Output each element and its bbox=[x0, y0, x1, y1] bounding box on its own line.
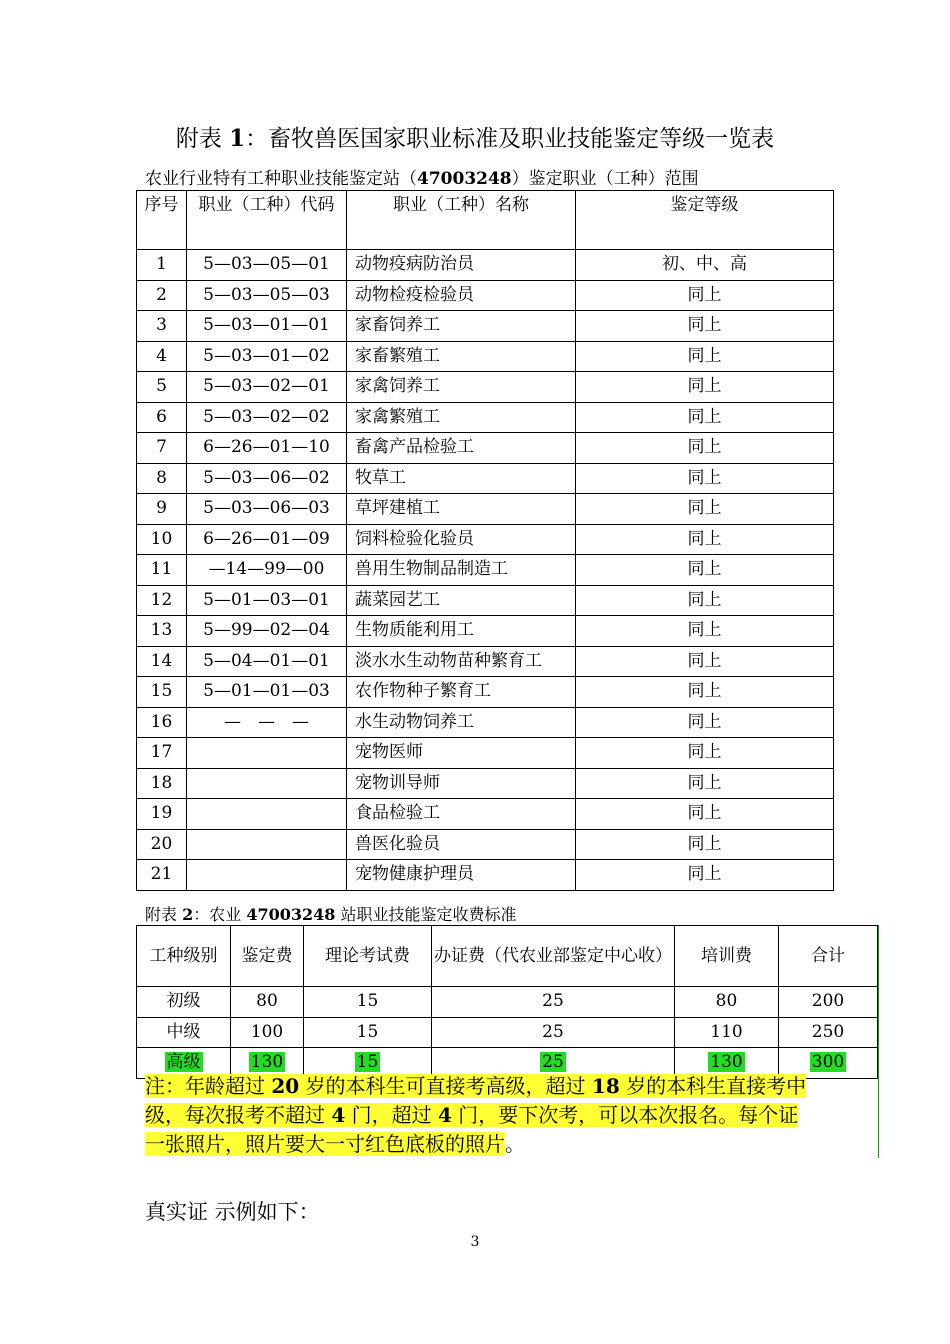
table-cell: 草坪建植工 bbox=[347, 494, 576, 525]
highlighted-value: 130 bbox=[250, 1052, 284, 1072]
table-cell: 11 bbox=[137, 555, 187, 586]
table-cell: 同上 bbox=[576, 524, 834, 555]
table-cell: 5 bbox=[137, 372, 187, 403]
table-cell: 15 bbox=[304, 1017, 432, 1048]
table-cell: 5—03—02—02 bbox=[187, 402, 347, 433]
table-cell: 19 bbox=[137, 799, 187, 830]
table-cell: 食品检验工 bbox=[347, 799, 576, 830]
table-row bbox=[137, 768, 834, 799]
highlighted-value: 25 bbox=[542, 1052, 564, 1072]
table-cell: 5—99—02—04 bbox=[187, 616, 347, 647]
table1-subtitle: 农业行业特有工种职业技能鉴定站（47003248）鉴定职业（工种）范围 bbox=[145, 169, 699, 189]
table-cell: 中级 bbox=[137, 1017, 231, 1048]
table-row bbox=[137, 646, 834, 677]
table-row bbox=[137, 585, 834, 616]
table-cell: 250 bbox=[779, 1017, 878, 1048]
table-cell: 14 bbox=[137, 646, 187, 677]
table-cell: 淡水水生动物苗种繁育工 bbox=[347, 646, 576, 677]
table-cell: 25 bbox=[432, 987, 675, 1018]
table-row bbox=[137, 677, 834, 708]
header-cell: 办证费（代农业部鉴定中心收） bbox=[432, 926, 675, 987]
table-cell: 兽医化验员 bbox=[347, 829, 576, 860]
table-cell: 5—03—06—03 bbox=[187, 494, 347, 525]
header-cell: 理论考试费 bbox=[304, 926, 432, 987]
table-cell: 4 bbox=[137, 341, 187, 372]
table-cell: 5—04—01—01 bbox=[187, 646, 347, 677]
table-cell: 家畜繁殖工 bbox=[347, 341, 576, 372]
table-cell: 家畜饲养工 bbox=[347, 311, 576, 342]
highlighted-value: 300 bbox=[811, 1052, 845, 1072]
table-row bbox=[137, 738, 834, 769]
table-cell: 同上 bbox=[576, 585, 834, 616]
table-cell: 同上 bbox=[576, 372, 834, 403]
table-cell: 15 bbox=[304, 987, 432, 1018]
table-cell: 8 bbox=[137, 463, 187, 494]
table-cell: 初、中、高 bbox=[576, 250, 834, 281]
table-row bbox=[137, 1017, 878, 1048]
table-cell: 同上 bbox=[576, 280, 834, 311]
table-cell: 20 bbox=[137, 829, 187, 860]
table-row bbox=[137, 311, 834, 342]
occupation-table bbox=[136, 190, 834, 891]
table-cell: 110 bbox=[675, 1017, 779, 1048]
table-cell: 6—26—01—10 bbox=[187, 433, 347, 464]
table-cell: 同上 bbox=[576, 616, 834, 647]
table-cell: 同上 bbox=[576, 402, 834, 433]
table-cell: 同上 bbox=[576, 707, 834, 738]
table-header-row bbox=[137, 926, 878, 987]
table-cell: 5—03—01—01 bbox=[187, 311, 347, 342]
header-cell: 工种级别 bbox=[137, 926, 231, 987]
header-cell: 职业（工种）代码 bbox=[187, 191, 347, 250]
table-cell: 初级 bbox=[137, 987, 231, 1018]
table-cell: 同上 bbox=[576, 799, 834, 830]
header-cell: 职业（工种）名称 bbox=[347, 191, 576, 250]
table-cell: 同上 bbox=[576, 463, 834, 494]
table-cell: 水生动物饲养工 bbox=[347, 707, 576, 738]
table-row bbox=[137, 372, 834, 403]
table-cell: 12 bbox=[137, 585, 187, 616]
table-row bbox=[137, 616, 834, 647]
table-cell: 家禽繁殖工 bbox=[347, 402, 576, 433]
table-row bbox=[137, 555, 834, 586]
table-cell: 牧草工 bbox=[347, 463, 576, 494]
table-header-row bbox=[137, 191, 834, 250]
table-cell: 6 bbox=[137, 402, 187, 433]
table-row bbox=[137, 494, 834, 525]
table-cell: 蔬菜园艺工 bbox=[347, 585, 576, 616]
table-cell: 13 bbox=[137, 616, 187, 647]
table-cell: 9 bbox=[137, 494, 187, 525]
header-cell: 鉴定等级 bbox=[576, 191, 834, 250]
table-cell: 兽用生物制品制造工 bbox=[347, 555, 576, 586]
table-cell: 同上 bbox=[576, 768, 834, 799]
table-cell: 同上 bbox=[576, 738, 834, 769]
table-cell bbox=[187, 829, 347, 860]
table-row bbox=[137, 341, 834, 372]
table-cell: 25 bbox=[432, 1017, 675, 1048]
table-row bbox=[137, 707, 834, 738]
highlighted-value: 高级 bbox=[166, 1052, 201, 1072]
table-cell bbox=[187, 738, 347, 769]
table-cell: —14—99—00 bbox=[187, 555, 347, 586]
table-cell: 同上 bbox=[576, 860, 834, 891]
table-cell: 5—03—05—01 bbox=[187, 250, 347, 281]
table-cell: 18 bbox=[137, 768, 187, 799]
table-row bbox=[137, 250, 834, 281]
table-cell: 同上 bbox=[576, 341, 834, 372]
page-number: 3 bbox=[470, 1234, 480, 1250]
table-cell: 同上 bbox=[576, 677, 834, 708]
table-cell: 5—03—01—02 bbox=[187, 341, 347, 372]
table-cell: 宠物训导师 bbox=[347, 768, 576, 799]
table-row bbox=[137, 524, 834, 555]
table-cell: 5—03—02—01 bbox=[187, 372, 347, 403]
table-cell: 6—26—01—09 bbox=[187, 524, 347, 555]
highlighted-value: 15 bbox=[356, 1052, 379, 1072]
table-cell: 家禽饲养工 bbox=[347, 372, 576, 403]
table-row bbox=[137, 463, 834, 494]
table-cell: 200 bbox=[779, 987, 878, 1018]
note-paragraph: 注：年龄超过 20 岁的本科生可直接考高级，超过 18 岁的本科生直接考中级，每次报考不超过 4 门，超过 4 门，要下次考，可以本次报名。每个证一张照片，照片要大一寸红色底板的照片。 bbox=[145, 1074, 807, 1156]
table-cell: 80 bbox=[231, 987, 304, 1018]
table-row bbox=[137, 987, 878, 1018]
table-row bbox=[137, 860, 834, 891]
table-cell: 饲料检验化验员 bbox=[347, 524, 576, 555]
table-row bbox=[137, 433, 834, 464]
note-highlight: 注：年龄超过 20 岁的本科生可直接考高级，超过 18 岁的本科生直接考中级，每次报考不超过 4 门，超过 4 门，要下次考，可以本次报名。每个证一张照片，照片要大一寸红色底板的照片 bbox=[145, 1074, 807, 1156]
header-cell: 合计 bbox=[779, 926, 878, 987]
table-cell: 5—01—03—01 bbox=[187, 585, 347, 616]
table-cell: 同上 bbox=[576, 433, 834, 464]
table-cell: 生物质能利用工 bbox=[347, 616, 576, 647]
page-title: 附表 1：畜牧兽医国家职业标准及职业技能鉴定等级一览表 bbox=[175, 125, 775, 152]
table-cell: 同上 bbox=[576, 494, 834, 525]
table-row bbox=[137, 280, 834, 311]
table-row bbox=[137, 402, 834, 433]
table-cell: 2 bbox=[137, 280, 187, 311]
header-cell: 培训费 bbox=[675, 926, 779, 987]
example-label: 真实证 示例如下： bbox=[145, 1200, 320, 1224]
table-cell: 畜禽产品检验工 bbox=[347, 433, 576, 464]
table-cell: 10 bbox=[137, 524, 187, 555]
table-cell: 农作物种子繁育工 bbox=[347, 677, 576, 708]
table-cell: 21 bbox=[137, 860, 187, 891]
table-cell bbox=[187, 799, 347, 830]
table-cell: 17 bbox=[137, 738, 187, 769]
table-cell: 16 bbox=[137, 707, 187, 738]
fee-table bbox=[136, 925, 878, 1079]
table-cell: 5—01—01—03 bbox=[187, 677, 347, 708]
table-cell: 1 bbox=[137, 250, 187, 281]
highlighted-value: 130 bbox=[710, 1052, 743, 1072]
table-cell: 5—03—05—03 bbox=[187, 280, 347, 311]
table-row bbox=[137, 829, 834, 860]
table-cell: 3 bbox=[137, 311, 187, 342]
header-cell: 序号 bbox=[137, 191, 187, 250]
table-cell: 动物检疫检验员 bbox=[347, 280, 576, 311]
table-cell: 同上 bbox=[576, 829, 834, 860]
header-cell: 鉴定费 bbox=[231, 926, 304, 987]
table-cell: 宠物健康护理员 bbox=[347, 860, 576, 891]
table-cell: 15 bbox=[137, 677, 187, 708]
table-cell: 动物疫病防治员 bbox=[347, 250, 576, 281]
table-cell: 5—03—06—02 bbox=[187, 463, 347, 494]
margin-line bbox=[878, 925, 879, 1158]
table-cell: 同上 bbox=[576, 311, 834, 342]
table-cell: 100 bbox=[231, 1017, 304, 1048]
table-cell bbox=[187, 768, 347, 799]
table-cell: 同上 bbox=[576, 555, 834, 586]
table2-caption: 附表 2：农业 47003248 站职业技能鉴定收费标准 bbox=[145, 905, 517, 924]
table-cell: 7 bbox=[137, 433, 187, 464]
table-cell: 同上 bbox=[576, 646, 834, 677]
table-cell bbox=[187, 860, 347, 891]
table-row bbox=[137, 799, 834, 830]
table-cell: — — — bbox=[187, 707, 347, 738]
table-cell: 宠物医师 bbox=[347, 738, 576, 769]
table-cell: 80 bbox=[675, 987, 779, 1018]
